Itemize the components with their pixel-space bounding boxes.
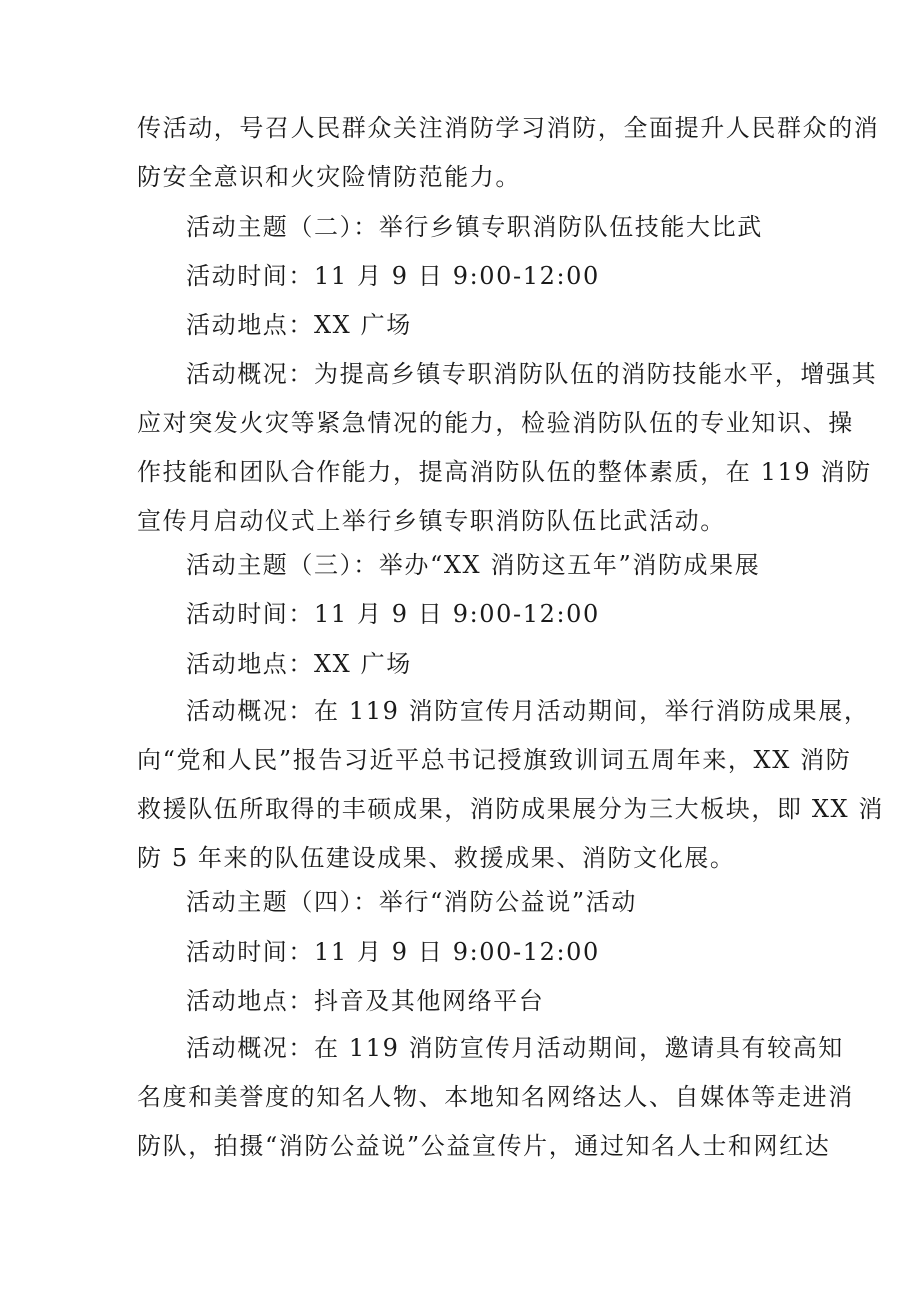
activity-overview: 活动概况：在 119 消防宣传月活动期间，举行消防成果展， <box>186 697 870 725</box>
body-text-line: 应对突发火灾等紧急情况的能力，检验消防队伍的专业知识、操 <box>137 409 854 437</box>
body-text-line: 宣传月启动仪式上举行乡镇专职消防队伍比武活动。 <box>137 507 726 535</box>
body-text-line: 传活动，号召人民群众关注消防学习消防，全面提升人民群众的消 <box>137 114 880 142</box>
activity-overview: 活动概况：为提高乡镇专职消防队伍的消防技能水平，增强其 <box>186 360 878 388</box>
activity-overview: 活动概况：在 119 消防宣传月活动期间，邀请具有较高知 <box>186 1034 844 1062</box>
body-text-line: 防队，拍摄“消防公益说”公益宣传片，通过知名人士和网红达 <box>137 1132 831 1160</box>
activity-location: 活动地点：XX 广场 <box>186 311 412 339</box>
activity-theme-3: 活动主题（三）：举办“XX 消防这五年”消防成果展 <box>186 551 761 579</box>
activity-theme-4: 活动主题（四）：举行“消防公益说”活动 <box>186 888 637 916</box>
activity-time: 活动时间：11 月 9 日 9:00-12:00 <box>186 262 600 290</box>
activity-theme-2: 活动主题（二）：举行乡镇专职消防队伍技能大比武 <box>186 213 763 241</box>
activity-time: 活动时间：11 月 9 日 9:00-12:00 <box>186 600 600 628</box>
body-text-line: 向“党和人民”报告习近平总书记授旗致训词五周年来，XX 消防 <box>137 746 852 774</box>
activity-location: 活动地点：XX 广场 <box>186 650 412 678</box>
body-text-line: 救援队伍所取得的丰硕成果，消防成果展分为三大板块，即 XX 消 <box>137 795 885 823</box>
body-text-line: 防 5 年来的队伍建设成果、救援成果、消防文化展。 <box>137 844 736 872</box>
activity-location: 活动地点：抖音及其他网络平台 <box>186 987 545 1015</box>
body-text-line: 作技能和团队合作能力，提高消防队伍的整体素质，在 119 消防 <box>137 458 872 486</box>
activity-time: 活动时间：11 月 9 日 9:00-12:00 <box>186 938 600 966</box>
body-text-line: 防安全意识和火灾险情防范能力。 <box>137 163 521 191</box>
body-text-line: 名度和美誉度的知名人物、本地知名网络达人、自媒体等走进消 <box>137 1083 854 1111</box>
